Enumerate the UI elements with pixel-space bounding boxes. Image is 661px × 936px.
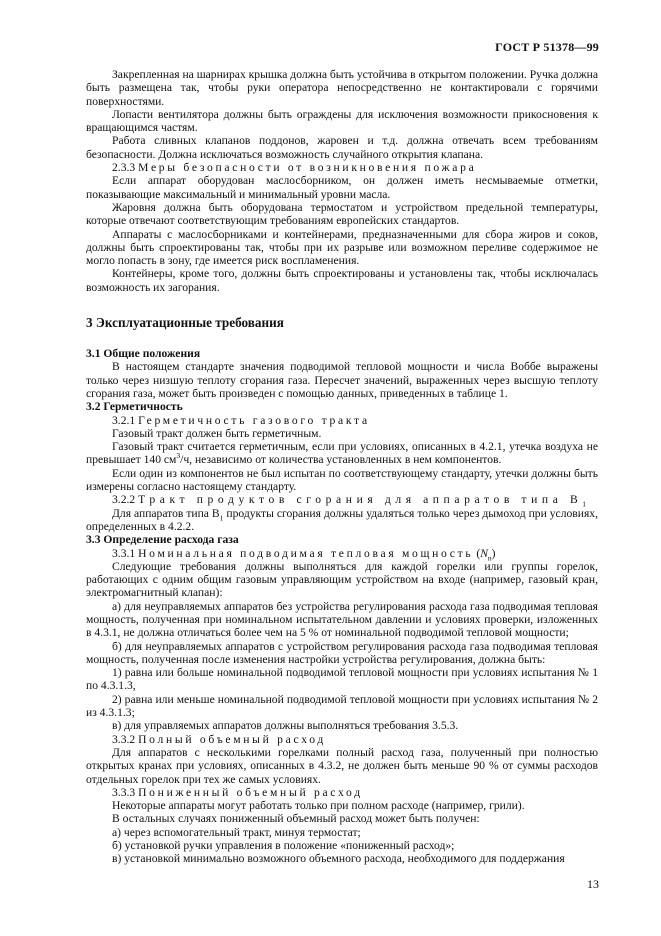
paragraph: Закрепленная на шарнирах крышка должна быть устойчива в открытом положении. Ручка должна быть размещена так, чтобы руки оператора непосредственно не контактировали с горячими поверхностями. [86, 68, 598, 108]
subsection-heading-2-3-3 [86, 161, 598, 174]
page-content [86, 68, 598, 866]
paragraph [86, 440, 598, 467]
subsection-title: Полный объемный расход [138, 732, 327, 746]
page-number: 13 [587, 877, 599, 891]
subsection-heading-3-3-2 [86, 733, 598, 746]
text-run: Для аппаратов типа В [112, 506, 220, 520]
paragraph: Следующие требования должны выполняться для каждой горелки или группы горелок, работающих с одним общим газовым управляющим устройством на входе (например, газовый кран, электромагнитный клапан): [86, 559, 598, 600]
paragraph: Жаровня должна быть оборудована термостатом и устройством предельной температуры, которые отвечают соответствующим требованиям европейских стандартов. [86, 200, 598, 228]
section-heading-3-3: 3.3 Определение расхода газа [86, 533, 239, 547]
paragraph: В настоящем стандарте значения подводимой тепловой мощности и числа Воббе выражены только через низшую теплоту сгорания газа. Пересчет значений, выраженных через высшую теплоту сгорания газа, может быть произведен с помощью данных, приведенных в таблице 1. [86, 360, 598, 400]
paragraph: Аппараты с маслосборниками и контейнерами, предназначенными для сбора жиров и соков, должны быть спроектированы так, чтобы при их разрыве или возможном переливе содержимое не могло попасть в зону, где имеется риск воспламенения. [86, 227, 598, 268]
paragraph: Для аппаратов с несколькими горелками полный расход газа, полученный при полностью открытых кранах при условиях, описанных в 4.3.2, не должен быть меньше 90 % от суммы расходов отдельных горелок при тех же самых условиях. [86, 745, 598, 786]
subsection-heading-3-2-1 [86, 414, 598, 427]
subscript: 1 [582, 499, 587, 509]
section-heading-3: 3 Эксплуатационные требования [86, 315, 284, 331]
list-item: а) для неуправляемых аппаратов без устройства регулирования расхода газа подводимая тепловая мощность, полученная при номинальном испытательном давлении и условиях проверки, изложенных в 4.3.1, не должна отличаться более чем на 5 % от номинальной подводимой тепловой мощности; [86, 599, 598, 640]
subsection-number: 3.3.3 [112, 785, 136, 799]
paragraph: Газовый тракт должен быть герметичным. [112, 426, 322, 440]
subsection-title: Герметичность газового тракта [138, 413, 370, 427]
subsection-number: 3.2.2 [112, 493, 136, 507]
list-item: б) для неуправляемых аппаратов с устройством регулирования расхода газа подводимая тепловая мощность, полученная после изменения настройки устройства регулирования, должна быть: [86, 639, 598, 666]
document-header-id: ГОСТ Р 51378—99 [495, 40, 599, 54]
section-heading-3-2: 3.2 Герметичность [86, 400, 183, 414]
paragraph: Контейнеры, кроме того, должны быть спроектированы и установлены так, чтобы исключалась возможность их загорания. [86, 267, 598, 294]
subsection-heading-3-3-1 [86, 547, 598, 560]
list-item: 2) равна или меньше номинальной подводимой тепловой мощности при условиях испытания № 2 из 4.3.1.3; [86, 692, 598, 720]
subsection-number: 3.3.2 [112, 732, 136, 746]
section-heading-3-1: 3.1 Общие положения [86, 347, 201, 361]
subsection-number: 3.3.1 [112, 546, 136, 560]
paragraph: В остальных случаях пониженный объемный расход может быть получен: [112, 812, 480, 826]
subsection-title: Тракт продуктов сгорания для аппаратов типа B [138, 493, 583, 507]
list-item: в) установкой минимально возможного объемного расхода, необходимого для поддержания [112, 852, 565, 866]
text-run: продукты сгорания должны удаляться только через дымоход при условиях, определенных в 4.2.2. [86, 506, 598, 533]
list-item: в) для управляемых аппаратов должны выполняться требования 3.5.3. [112, 719, 459, 733]
paragraph: Если аппарат оборудован маслосборником, он должен иметь несмываемые отметки, показывающие максимальный и минимальный уровни масла. [86, 174, 598, 201]
list-item: а) через вспомогательный тракт, минуя термостат; [112, 825, 361, 839]
symbol: N [480, 546, 488, 560]
paragraph: Работа сливных клапанов поддонов, жаровен и т.д. должна отвечать всем требованиям безопасности. Должна исключаться возможность случайного открытия клапана. [86, 134, 598, 161]
subscript: n [487, 552, 492, 562]
subsection-title: Меры безопасности от возникновения пожара [138, 161, 477, 175]
text-run: /ч, независимо от количества установленных в нем компонентов. [180, 453, 502, 467]
subsection-heading-3-2-2 [86, 493, 598, 509]
subsection-title: Пониженный объемный расход [138, 785, 363, 799]
subsection-number: 3.2.1 [112, 413, 136, 427]
paragraph: Если один из компонентов не был испытан по соответствующему стандарту, утечки должны быть измерены согласно настоящему стандарту. [86, 466, 598, 494]
paragraph: Некоторые аппараты могут работать только при полном расходе (например, грили). [112, 799, 525, 813]
subscript: 1 [219, 512, 224, 522]
list-item: 1) равна или больше номинальной подводимой тепловой мощности при условиях испытания № 1 по 4.3.1.3, [86, 666, 598, 693]
text-run: Газовый тракт считается герметичным, если при условиях, описанных в 4.2.1, утечка воздуха не превышает 140 см [86, 440, 598, 467]
symbol-paren-close: ) [491, 546, 496, 560]
list-item: б) установкой ручки управления в положение «пониженный расход»; [112, 839, 455, 853]
paragraph [86, 507, 598, 534]
paragraph: Лопасти вентилятора должны быть ограждены для исключения возможности прикосновения к вращающимся частям. [86, 107, 598, 135]
subsection-number: 2.3.3 [112, 161, 136, 175]
subsection-title: Номинальная подводимая тепловая мощность [138, 546, 474, 560]
subsection-heading-3-3-3 [86, 786, 598, 799]
superscript: 3 [176, 451, 181, 461]
symbol-paren-open: ( [476, 546, 481, 560]
